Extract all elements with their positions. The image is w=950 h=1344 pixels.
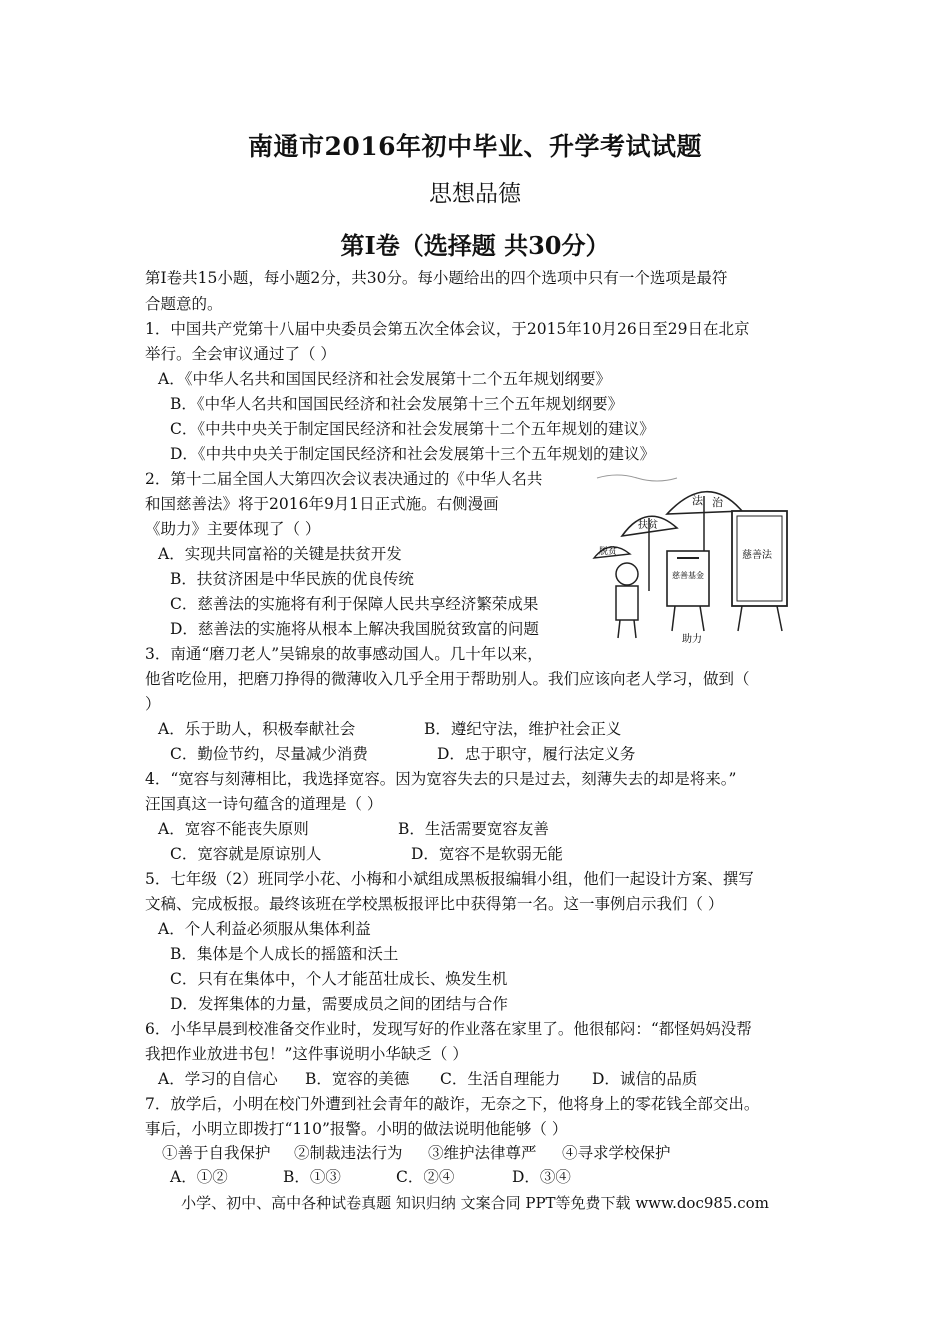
umbrella-label: 治 [712, 496, 723, 509]
question-1-option-a: A．《中华人名共和国国民经济和社会发展第十二个五年规划纲要》 [158, 370, 611, 388]
question-4-stem: 汪国真这一诗句蕴含的道理是（ ） [145, 795, 383, 813]
question-6-stem: 6．小华早晨到校准备交作业时，发现写好的作业落在家里了。他很郁闷：“都怪妈妈没帮 [145, 1020, 752, 1038]
exam-title: 南通市2016年初中毕业、升学考试试题 [247, 132, 703, 161]
question-2-option-a: A．实现共同富裕的关键是扶贫开发 [158, 545, 402, 563]
question-7-item-3: ③维护法律尊严 [428, 1144, 537, 1162]
question-5-option-b: B．集体是个人成长的摇篮和沃土 [170, 945, 399, 963]
question-2-stem: 《助力》主要体现了（ ） [145, 520, 321, 538]
instructions-line: 第Ⅰ卷共15小题，每小题2分，共30分。每小题给出的四个选项中只有一个选项是最符 [145, 269, 728, 287]
question-2-option-c: C．慈善法的实施将有利于保障人民共享经济繁荣成果 [170, 595, 539, 613]
question-7-option-d: D．③④ [512, 1168, 571, 1186]
question-6-option-b: B．宽容的美德 [305, 1070, 410, 1088]
umbrella-label: 脱贫 [599, 547, 618, 557]
question-1-stem: 举行。全会审议通过了（ ） [145, 345, 336, 363]
question-4-option-d: D．宽容不是软弱无能 [411, 845, 563, 863]
question-7-option-c: C．②④ [396, 1168, 455, 1186]
question-7-item-1: ①善于自我保护 [162, 1144, 271, 1162]
question-7-item-4: ④寻求学校保护 [562, 1144, 671, 1162]
question-6-stem: 我把作业放进书包！”这件事说明小华缺乏（ ） [145, 1045, 468, 1063]
question-5-option-d: D．发挥集体的力量，需要成员之间的团结与合作 [170, 995, 508, 1013]
umbrella-label: 扶贫 [638, 520, 658, 531]
question-5-stem: 5．七年级（2）班同学小花、小梅和小斌组成黑板报编辑小组，他们一起设计方案、撰写 [145, 870, 754, 888]
umbrella-label: 法 [692, 494, 703, 507]
question-1-option-d: D．《中共中央关于制定国民经济和社会发展第十三个五年规划的建议》 [170, 445, 656, 463]
question-5-option-a: A．个人利益必须服从集体利益 [158, 920, 371, 938]
question-3-stem: 3．南通“磨刀老人”吴锦泉的故事感动国人。几十年以来， [145, 645, 543, 663]
cartoon-illustration [592, 466, 817, 646]
question-7-option-a: A．①② [170, 1168, 228, 1186]
question-4-stem: 4．“宽容与刻薄相比，我选择宽容。因为宽容失去的只是过去，刻薄失去的却是将来。” [145, 770, 737, 788]
question-5-stem: 文稿、完成板报。最终该班在学校黑板报评比中获得第一名。这一事例启示我们（ ） [145, 895, 724, 913]
box-label: 慈善基金 [672, 571, 704, 580]
question-1-stem: 1．中国共产党第十八届中央委员会第五次全体会议，于2015年10月26日至29日在北京 [145, 320, 750, 338]
question-1-option-b: B．《中华人名共和国国民经济和社会发展第十三个五年规划纲要》 [170, 395, 624, 413]
question-2-stem: 2．第十二届全国人大第四次会议表决通过的《中华人名共 [145, 470, 543, 488]
question-3-option-c: C．勤俭节约，尽量减少消费 [170, 745, 368, 763]
exam-subject: 思想品德 [429, 181, 521, 207]
question-7-option-b: B．①③ [283, 1168, 341, 1186]
question-3-stem: ） [145, 695, 161, 713]
question-2-option-d: D．慈善法的实施将从根本上解决我国脱贫致富的问题 [170, 620, 539, 638]
question-2-stem: 和国慈善法》将于2016年9月1日正式施。右侧漫画 [145, 495, 499, 513]
book-label: 慈善法 [742, 550, 772, 561]
question-3-option-d: D．忠于职守，履行法定义务 [437, 745, 636, 763]
question-7-item-2: ②制裁违法行为 [294, 1144, 403, 1162]
question-5-option-c: C．只有在集体中，个人才能茁壮成长、焕发生机 [170, 970, 508, 988]
question-4-option-b: B．生活需要宽容友善 [398, 820, 549, 838]
footer-note: 小学、初中、高中各种试卷真题 知识归纳 文案合同 PPT等免费下载 www.doc985.com [181, 1194, 769, 1212]
question-3-option-a: A．乐于助人，积极奉献社会 [158, 720, 356, 738]
section-heading: 第Ⅰ卷（选择题 共30分） [340, 231, 610, 260]
question-6-option-c: C．生活自理能力 [440, 1070, 561, 1088]
question-4-option-c: C．宽容就是原谅别人 [170, 845, 322, 863]
question-3-option-b: B．遵纪守法，维护社会正义 [424, 720, 622, 738]
question-4-option-a: A．宽容不能丧失原则 [158, 820, 309, 838]
question-7-stem: 7．放学后，小明在校门外遭到社会青年的敲诈，无奈之下，他将身上的零花钱全部交出。 [145, 1095, 760, 1113]
instructions-line: 合题意的。 [145, 295, 223, 313]
cartoon-caption: 助力 [682, 634, 702, 645]
question-2-option-b: B．扶贫济困是中华民族的优良传统 [170, 570, 414, 588]
question-1-option-c: C．《中共中央关于制定国民经济和社会发展第十二个五年规划的建议》 [170, 420, 655, 438]
question-3-stem: 他省吃俭用，把磨刀挣得的微薄收入几乎全用于帮助别人。我们应该向老人学习，做到（ [145, 670, 750, 688]
question-6-option-a: A．学习的自信心 [158, 1070, 278, 1088]
question-7-stem: 事后，小明立即拨打“110”报警。小明的做法说明他能够（ ） [145, 1120, 568, 1138]
question-6-option-d: D．诚信的品质 [592, 1070, 698, 1088]
